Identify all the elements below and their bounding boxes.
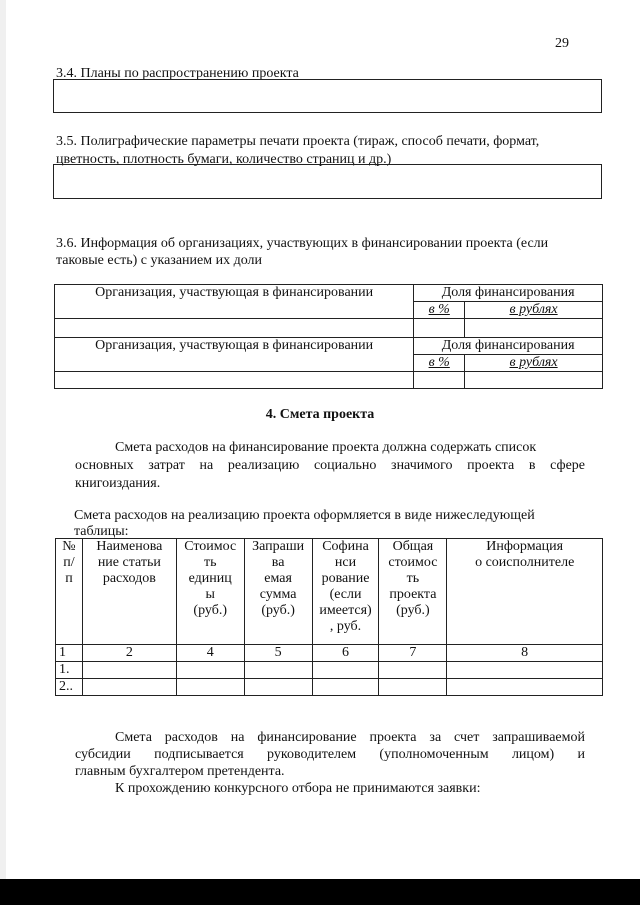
share-header-text: Доля финансирования bbox=[441, 285, 575, 300]
section-3-4-title: 3.4. Планы по распространению проекта bbox=[56, 66, 299, 81]
header-line: Информация bbox=[486, 539, 564, 554]
header-unit-cost bbox=[176, 539, 244, 645]
rubles-entry-cell[interactable] bbox=[465, 319, 603, 338]
header-line: единиц bbox=[188, 571, 232, 586]
header-line: ы bbox=[205, 587, 215, 602]
row-cell[interactable] bbox=[447, 662, 603, 679]
row-cell[interactable] bbox=[82, 662, 176, 679]
header-total-cost bbox=[379, 539, 447, 645]
header-line: ть bbox=[203, 555, 217, 570]
row-cell[interactable] bbox=[176, 679, 244, 696]
section-4-title: 4. Смета проекта bbox=[265, 407, 375, 422]
percent-entry-cell[interactable] bbox=[414, 372, 465, 389]
row-cell[interactable] bbox=[244, 679, 312, 696]
table-row bbox=[56, 662, 603, 679]
row-cell[interactable] bbox=[82, 679, 176, 696]
org-header-text: Организация, участвующая в финансировании bbox=[95, 338, 374, 353]
header-line: расходов bbox=[102, 571, 156, 586]
share-header-cell bbox=[414, 285, 603, 302]
col-number: 5 bbox=[244, 645, 312, 662]
rubles-text: в рублях bbox=[509, 302, 558, 317]
header-line: , руб. bbox=[329, 619, 362, 634]
col-number: 2 bbox=[82, 645, 176, 662]
header-line: ва bbox=[271, 555, 285, 570]
header-line: № bbox=[62, 539, 76, 554]
header-line: сумма bbox=[259, 587, 297, 602]
estimate-para3-line1: Смета расходов на финансирование проекта за счет запрашиваемой bbox=[115, 730, 585, 745]
percent-header bbox=[414, 355, 465, 372]
estimate-para2-line1: Смета расходов на реализацию проекта оформляется в виде нижеследующей bbox=[74, 508, 535, 523]
row-cell[interactable] bbox=[176, 662, 244, 679]
header-line: ть bbox=[406, 571, 420, 586]
share-header-cell bbox=[414, 338, 603, 355]
estimate-para3-line2: субсидии подписывается руководителем (уполномоченным лицом) и bbox=[75, 747, 585, 762]
header-line: стоимос bbox=[388, 555, 438, 570]
rubles-entry-cell[interactable] bbox=[465, 372, 603, 389]
header-requested-amount bbox=[244, 539, 312, 645]
rubles-header bbox=[465, 355, 603, 372]
header-line: о соисполнителе bbox=[475, 555, 575, 570]
estimate-para2-line2: таблицы: bbox=[74, 524, 129, 539]
table-row bbox=[56, 679, 603, 696]
header-line: (руб.) bbox=[193, 603, 227, 618]
percent-text: в % bbox=[428, 302, 450, 317]
header-line: проекта bbox=[389, 587, 437, 602]
section-3-6-line1: 3.6. Информация об организациях, участвующих в финансировании проекта (если bbox=[56, 236, 549, 251]
financing-organizations-table bbox=[54, 284, 603, 389]
row-cell[interactable] bbox=[379, 662, 447, 679]
row-cell[interactable] bbox=[244, 662, 312, 679]
percent-entry-cell[interactable] bbox=[414, 319, 465, 338]
header-line: имеется) bbox=[319, 603, 372, 618]
header-line: нси bbox=[334, 555, 357, 570]
percent-text: в % bbox=[428, 355, 450, 370]
org-entry-cell[interactable] bbox=[55, 319, 414, 338]
header-line: п bbox=[65, 571, 73, 586]
header-line: Наименова bbox=[96, 539, 163, 554]
header-line: (руб.) bbox=[261, 603, 295, 618]
estimate-para1-line1: Смета расходов на финансирование проекта должна содержать список bbox=[115, 440, 537, 455]
col-number: 6 bbox=[312, 645, 379, 662]
col-number: 8 bbox=[447, 645, 603, 662]
section-3-6-line2: таковые есть) с указанием их доли bbox=[56, 253, 262, 268]
page-number: 29 bbox=[555, 36, 569, 51]
col-number: 4 bbox=[176, 645, 244, 662]
header-item-name bbox=[82, 539, 176, 645]
org-header-cell bbox=[55, 338, 414, 372]
estimate-para3-line3: главным бухгалтером претендента. bbox=[75, 764, 285, 779]
header-line: емая bbox=[264, 571, 292, 586]
header-line: (руб.) bbox=[396, 603, 430, 618]
section-3-5-line1: 3.5. Полиграфические параметры печати проекта (тираж, способ печати, формат, bbox=[56, 134, 540, 149]
distribution-plans-field[interactable] bbox=[53, 79, 602, 113]
print-parameters-field[interactable] bbox=[53, 164, 602, 199]
estimate-table bbox=[55, 538, 603, 696]
estimate-header-row bbox=[56, 539, 603, 645]
row-cell[interactable] bbox=[312, 679, 379, 696]
header-line: ние статьи bbox=[97, 555, 161, 570]
row-index: 2.. bbox=[56, 679, 83, 696]
row-cell[interactable] bbox=[312, 662, 379, 679]
col-number: 7 bbox=[379, 645, 447, 662]
rubles-header bbox=[465, 302, 603, 319]
header-line: Софина bbox=[322, 539, 369, 554]
col-number: 1 bbox=[56, 645, 83, 662]
estimate-para1-line3: книгоиздания. bbox=[75, 476, 161, 491]
estimate-para4: К прохождению конкурсного отбора не принимаются заявки: bbox=[115, 781, 481, 796]
header-line: Запраши bbox=[252, 539, 305, 554]
estimate-numbers-row bbox=[56, 645, 603, 662]
header-coexecutor-info bbox=[447, 539, 603, 645]
header-cofinancing bbox=[312, 539, 379, 645]
share-header-text: Доля финансирования bbox=[441, 338, 575, 353]
header-line: Общая bbox=[392, 539, 434, 554]
header-line: Стоимос bbox=[184, 539, 237, 554]
org-header-text: Организация, участвующая в финансировании bbox=[95, 285, 374, 300]
percent-header bbox=[414, 302, 465, 319]
header-line: п/ bbox=[63, 555, 75, 570]
scan-bottom-bar bbox=[0, 879, 640, 905]
header-line: (если bbox=[329, 587, 362, 602]
estimate-para1-line2: основных затрат на реализацию социально значимого проекта в сфере bbox=[75, 458, 585, 473]
row-index: 1. bbox=[56, 662, 83, 679]
scan-left-edge bbox=[0, 0, 6, 879]
section-3-5-line2: цветность, плотность бумаги, количество страниц и др.) bbox=[56, 152, 392, 167]
row-cell[interactable] bbox=[447, 679, 603, 696]
org-header-cell bbox=[55, 285, 414, 319]
row-cell[interactable] bbox=[379, 679, 447, 696]
header-number bbox=[56, 539, 83, 645]
header-line: рование bbox=[321, 571, 370, 586]
rubles-text: в рублях bbox=[509, 355, 558, 370]
org-entry-cell[interactable] bbox=[55, 372, 414, 389]
